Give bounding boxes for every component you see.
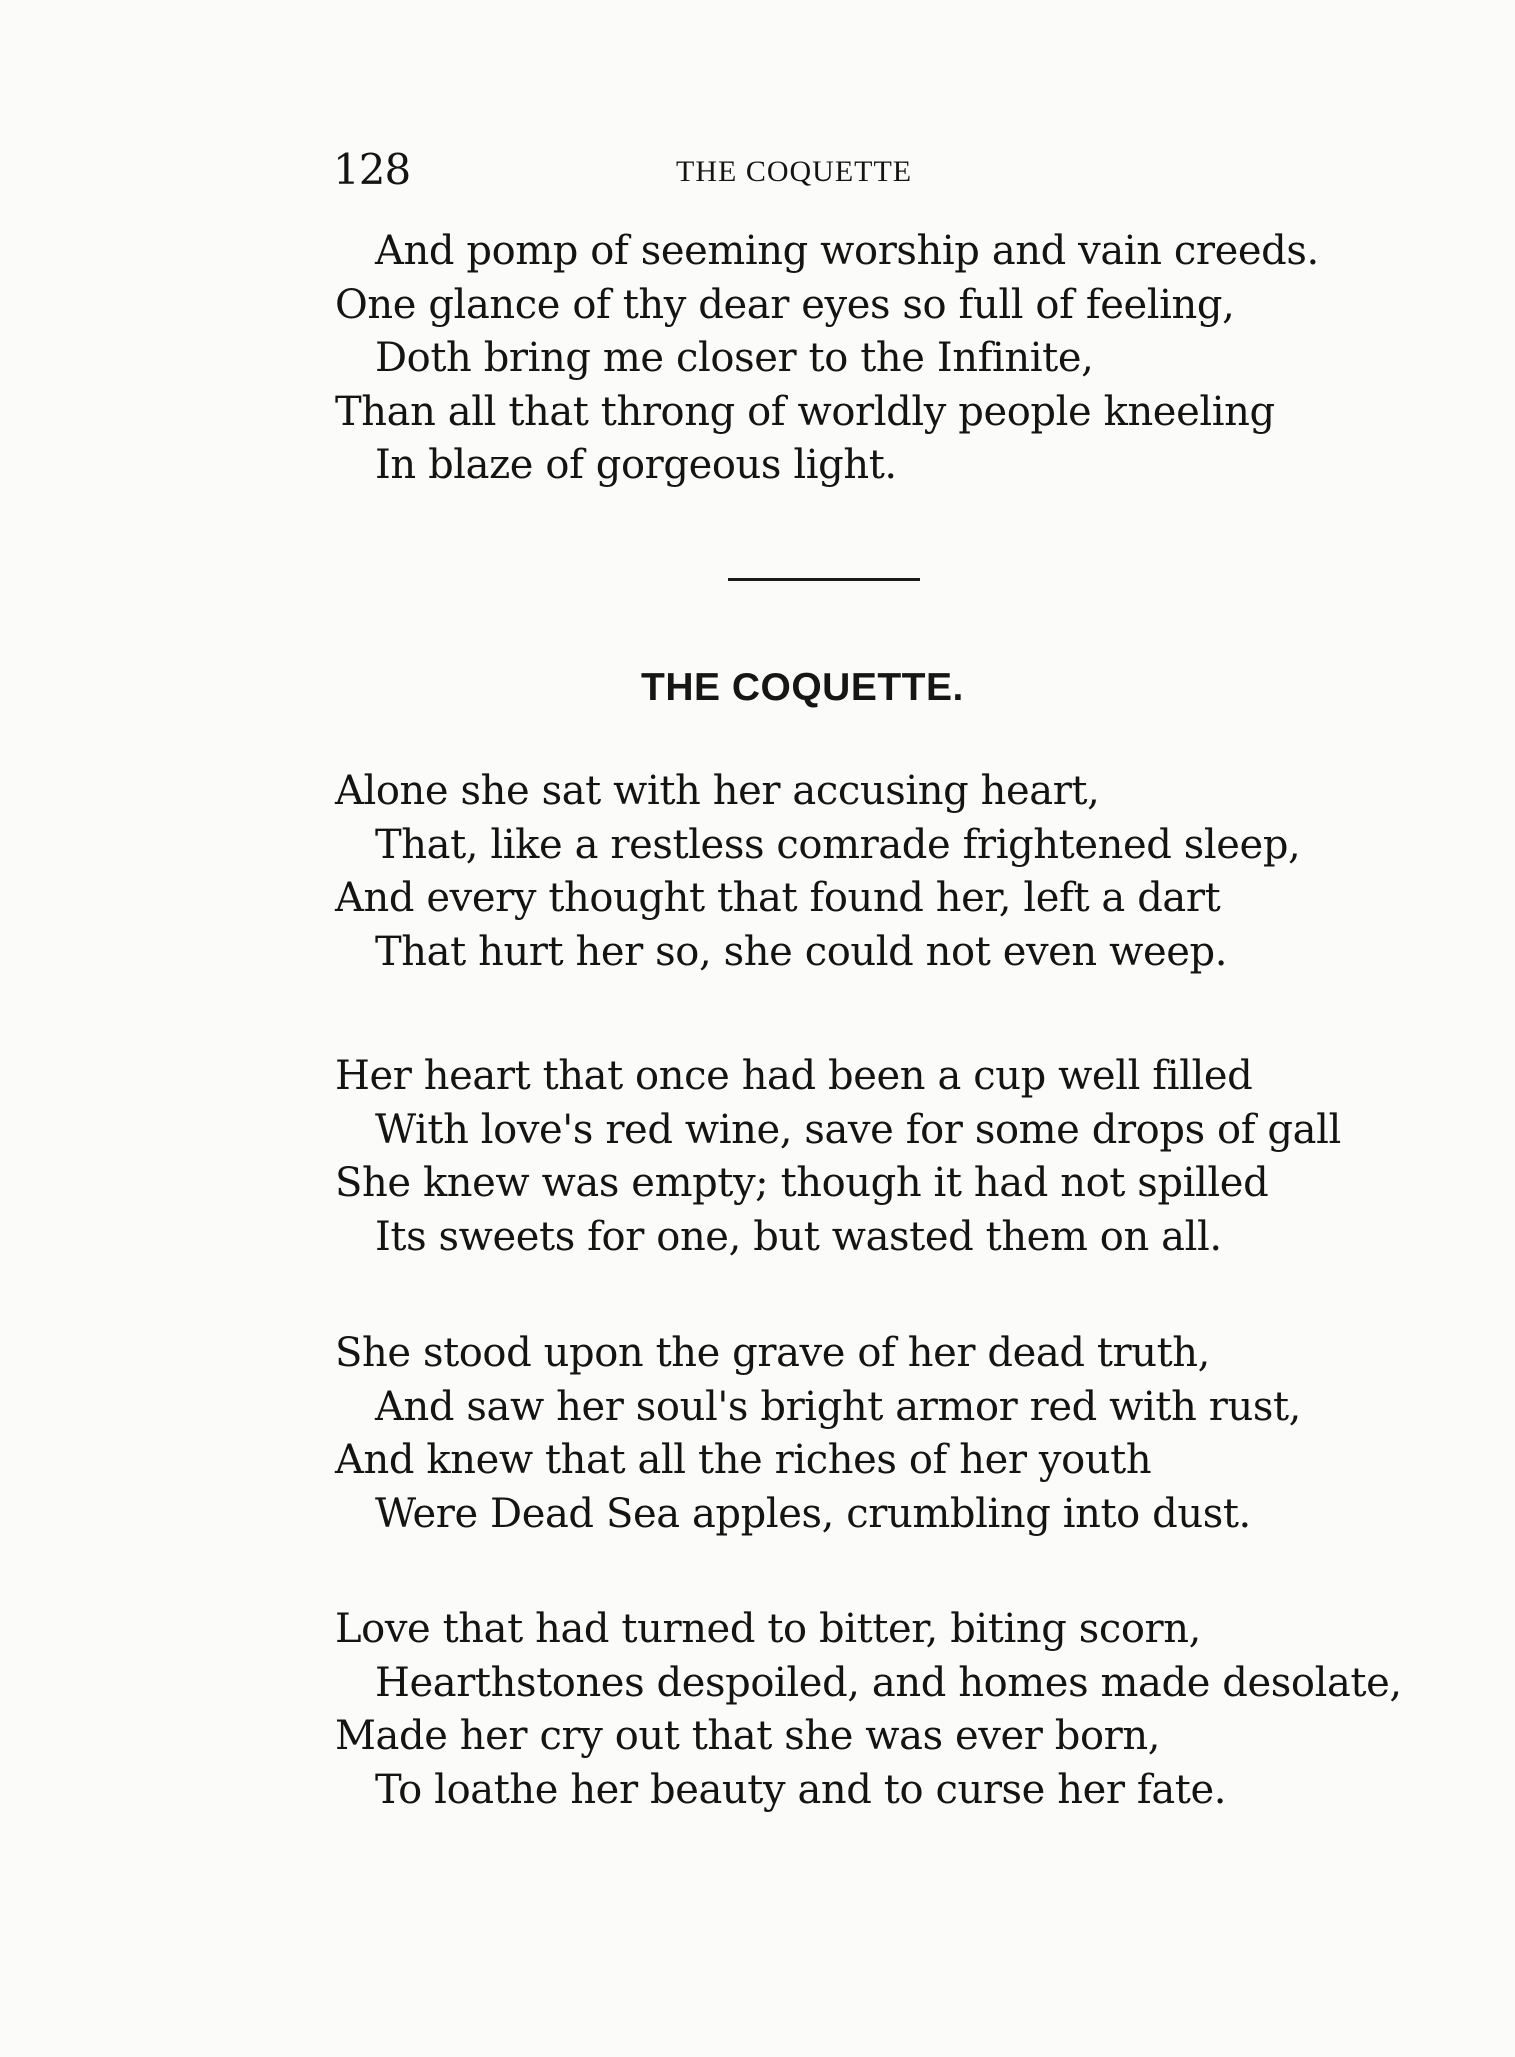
- running-head: THE COQUETTE: [676, 155, 913, 188]
- poem-line: Were Dead Sea apples, crumbling into dust.: [375, 1490, 1251, 1537]
- poem-line: Love that had turned to bitter, biting scorn,: [335, 1606, 1201, 1652]
- stanza: [335, 1603, 1402, 1817]
- poem-line: Its sweets for one, but wasted them on all.: [375, 1213, 1222, 1260]
- poem-line: Her heart that once had been a cup well filled: [335, 1053, 1253, 1099]
- poem-title: THE COQUETTE.: [641, 666, 964, 709]
- poem-line: And pomp of seeming worship and vain creeds.: [375, 228, 1319, 274]
- poem-line: Alone she sat with her accusing heart,: [335, 768, 1100, 814]
- poem-line: Made her cry out that she was ever born,: [335, 1713, 1161, 1759]
- poem-line: Doth bring me closer to the Infinite,: [375, 335, 1094, 381]
- section-divider: [728, 578, 920, 581]
- poem-line: And saw her soul's bright armor red with rust,: [375, 1383, 1301, 1430]
- poem-line: In blaze of gorgeous light.: [375, 442, 897, 488]
- poem-line: One glance of thy dear eyes so full of feeling,: [335, 281, 1235, 328]
- poem-line: And knew that all the riches of her youth: [335, 1437, 1152, 1483]
- poem-line: She knew was empty; though it had not spilled: [335, 1160, 1269, 1206]
- poem-line: Hearthstones despoiled, and homes made desolate,: [375, 1659, 1402, 1706]
- poem-line: And every thought that found her, left a dart: [335, 875, 1221, 921]
- stanza: [335, 1050, 1341, 1264]
- poem-line: With love's red wine, save for some drops of gall: [375, 1106, 1341, 1153]
- stanza: [335, 1327, 1301, 1541]
- stanza: [335, 765, 1300, 979]
- poem-line: That hurt her so, she could not even weep.: [375, 928, 1228, 975]
- page-number: 128: [333, 145, 411, 194]
- poem-line: She stood upon the grave of her dead truth,: [335, 1330, 1210, 1376]
- previous-poem-ending: [335, 225, 1319, 493]
- poem-line: To loathe her beauty and to curse her fate.: [375, 1766, 1227, 1813]
- poem-line: That, like a restless comrade frightened sleep,: [375, 821, 1301, 868]
- poem-line: Than all that throng of worldly people kneeling: [335, 388, 1275, 435]
